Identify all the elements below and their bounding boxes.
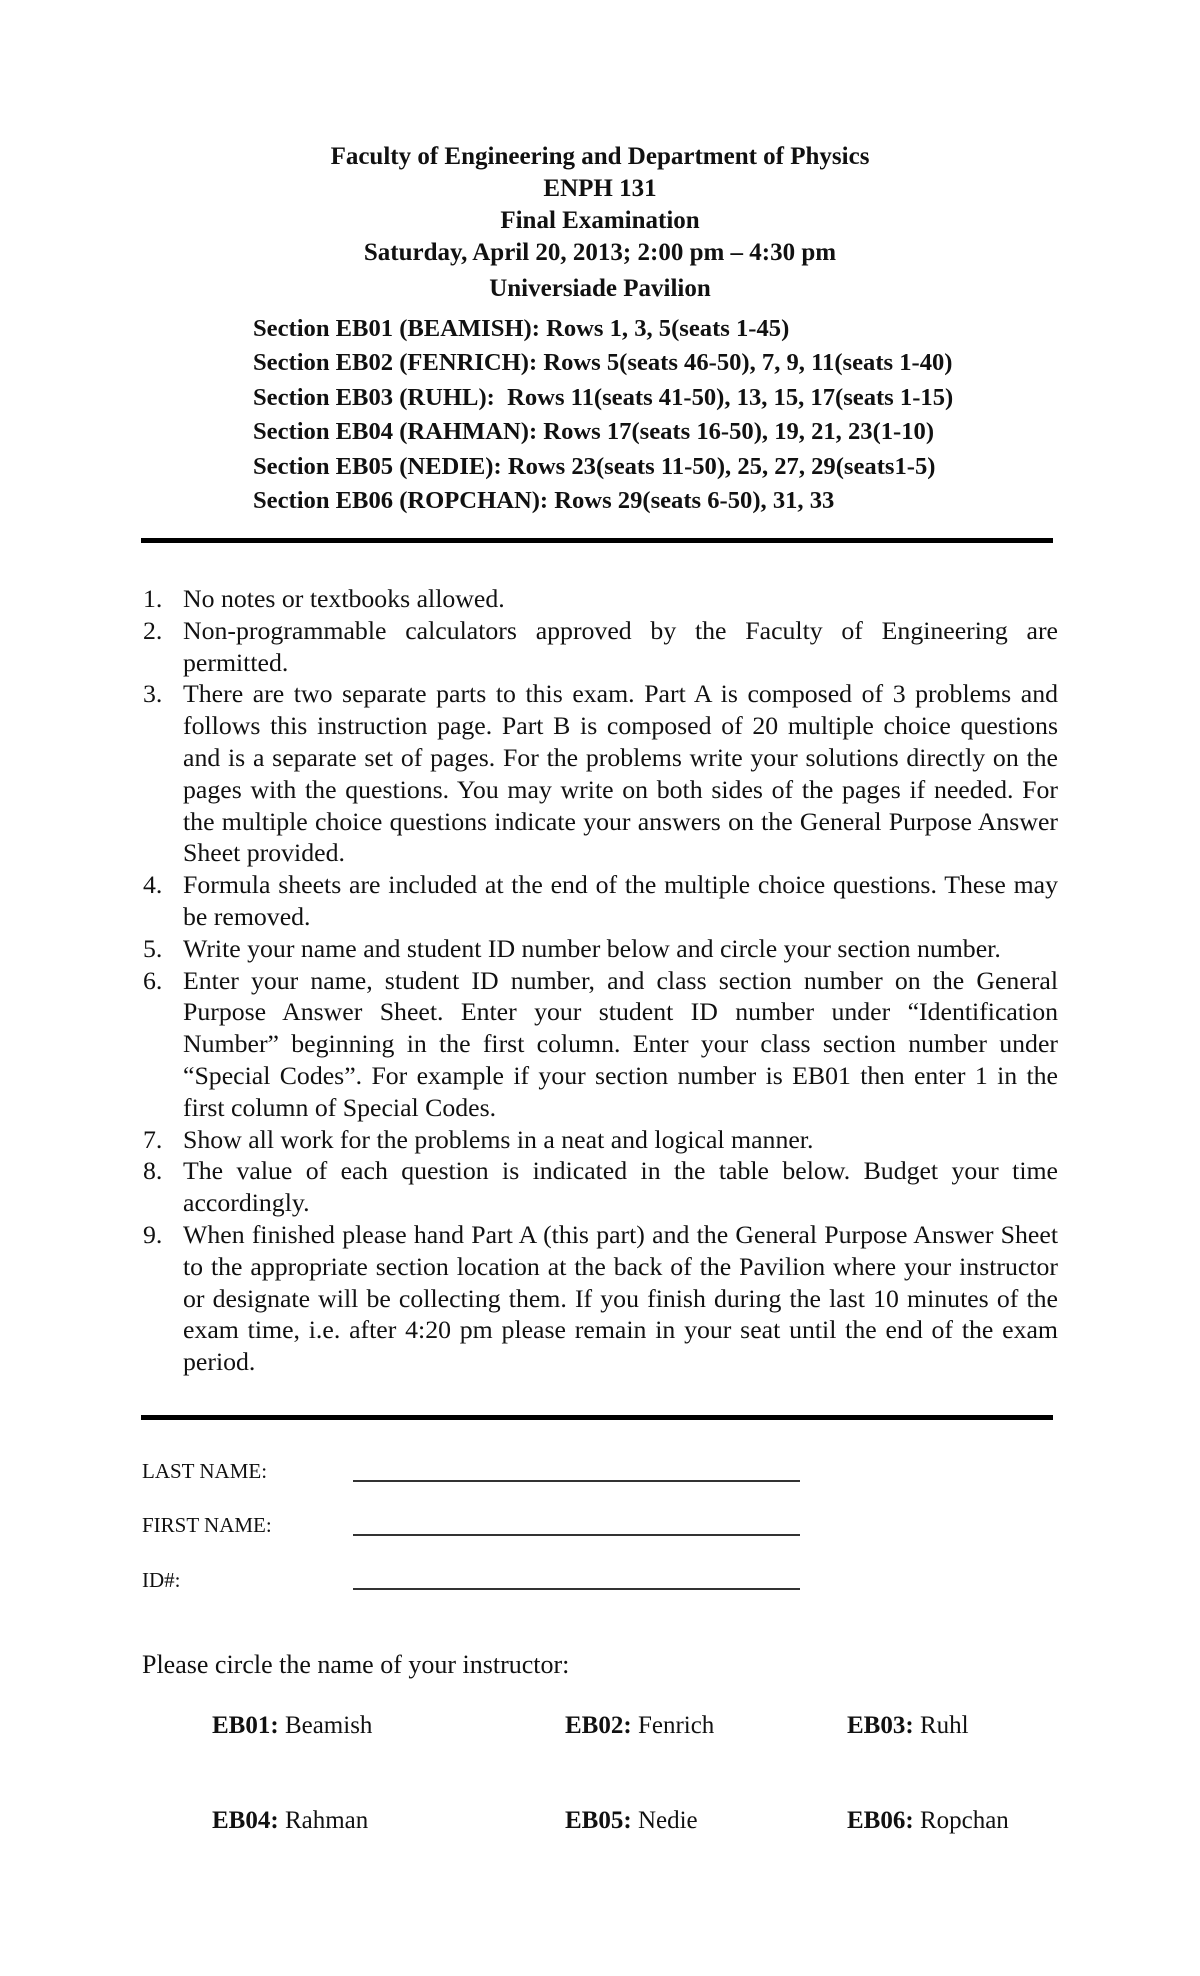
instruction-number: 4.: [143, 870, 163, 900]
instruction-number: 9.: [143, 1219, 163, 1249]
first-name-field[interactable]: [353, 1534, 800, 1536]
section-seating-list: [253, 312, 953, 518]
section-seating-eb05: Section EB05 (NEDIE): Rows 23(seats 11-50), 25, 27, 29(seats1-5): [253, 452, 936, 480]
instructor-name: Beamish: [284, 1712, 373, 1739]
instruction-text: Show all work for the problems in a neat and logical manner.: [183, 1124, 814, 1154]
instruction-text: Formula sheets are included at the end of the multiple choice questions. These may be removed.: [183, 870, 1058, 931]
instruction-number: 5.: [143, 933, 163, 963]
exam-header: [0, 141, 1200, 305]
course-code: ENPH 131: [543, 175, 657, 202]
instructor-name: Ruhl: [919, 1712, 969, 1739]
section-code: EB01:: [212, 1712, 279, 1739]
instructor-name: Fenrich: [637, 1712, 715, 1739]
instruction-number: 2.: [143, 615, 163, 645]
instruction-item: [141, 1155, 1058, 1219]
instructions-list: [141, 583, 1058, 1378]
instruction-item: [141, 583, 1058, 615]
instructor-option-eb04[interactable]: [212, 1806, 368, 1836]
exam-title: Final Examination: [500, 207, 700, 234]
instruction-text: Enter your name, student ID number, and class section number on the General Purpose Answer Sheet. Enter your student ID number under “Identification Number” beginning in the first column. Enter your class section number under “Special Codes”. For example if your section number is EB01 then enter 1 in the first column of Special Codes.: [183, 965, 1058, 1122]
instruction-text: Write your name and student ID number below and circle your section number.: [183, 933, 1001, 963]
section-code: EB06:: [847, 1807, 914, 1834]
section-seating-eb01: Section EB01 (BEAMISH): Rows 1, 3, 5(seats 1-45): [253, 315, 790, 342]
instruction-number: 7.: [143, 1124, 163, 1154]
instructor-name: Ropchan: [919, 1807, 1009, 1834]
last-name-label: LAST NAME:: [142, 1459, 268, 1483]
instruction-text: The value of each question is indicated in the table below. Budget your time accordingly.: [183, 1156, 1058, 1218]
instruction-number: 6.: [143, 965, 163, 995]
instruction-item: [141, 869, 1058, 933]
instructor-option-eb05[interactable]: [565, 1806, 698, 1836]
instruction-text: When finished please hand Part A (this part) and the General Purpose Answer Sheet to the appropriate section location at the back of the Pavilion where your instructor or designate will be collecting them. If you finish during the last 10 minutes of the exam time, i.e. after 4:20 pm please remain in your seat until the end of the exam period.: [183, 1219, 1058, 1377]
instruction-number: 1.: [143, 584, 163, 613]
id-label: ID#:: [142, 1568, 181, 1592]
section-code: EB05:: [565, 1807, 632, 1834]
section-code: EB03:: [847, 1712, 914, 1739]
first-name-label: FIRST NAME:: [142, 1513, 272, 1537]
instructor-option-eb02[interactable]: [565, 1711, 714, 1741]
section-seating-eb03: Section EB03 (RUHL): Rows 11(seats 41-50), 13, 15, 17(seats 1-15): [253, 383, 954, 411]
instructor-option-eb06[interactable]: [847, 1806, 1009, 1836]
instruction-number: 8.: [143, 1156, 163, 1186]
section-code: EB04:: [212, 1807, 279, 1834]
instruction-text: No notes or textbooks allowed.: [183, 584, 505, 613]
last-name-field[interactable]: [353, 1480, 800, 1482]
instruction-item: [141, 678, 1058, 869]
exam-venue: Universiade Pavilion: [489, 275, 711, 302]
section-code: EB02:: [565, 1712, 632, 1739]
section-seating-eb06: Section EB06 (ROPCHAN): Rows 29(seats 6-50), 31, 33: [253, 486, 835, 514]
instructor-name: Rahman: [284, 1807, 369, 1834]
top-divider: [141, 538, 1053, 543]
instruction-item: [141, 1219, 1058, 1378]
faculty-title: Faculty of Engineering and Department of Physics: [330, 143, 870, 170]
section-seating-eb04: Section EB04 (RAHMAN): Rows 17(seats 16-50), 19, 21, 23(1-10): [253, 418, 935, 446]
id-field[interactable]: [353, 1588, 800, 1590]
instruction-item: [141, 1124, 1058, 1156]
instruction-item: [141, 933, 1058, 965]
instructor-prompt: Please circle the name of your instructor:: [142, 1650, 570, 1679]
instruction-number: 3.: [143, 679, 163, 709]
bottom-divider: [141, 1415, 1053, 1420]
instruction-text: Non-programmable calculators approved by the Faculty of Engineering are permitted.: [183, 615, 1058, 677]
instructor-option-eb01[interactable]: [212, 1711, 372, 1741]
exam-datetime: Saturday, April 20, 2013; 2:00 pm – 4:30 pm: [363, 239, 837, 266]
section-seating-eb02: Section EB02 (FENRICH): Rows 5(seats 46-50), 7, 9, 11(seats 1-40): [253, 349, 953, 377]
instruction-item: [141, 615, 1058, 679]
instructor-name: Nedie: [637, 1807, 698, 1834]
instructor-option-eb03[interactable]: [847, 1711, 969, 1741]
instruction-text: There are two separate parts to this exam. Part A is composed of 3 problems and follows this instruction page. Part B is composed of 20 multiple choice questions and is a separate set of pages. For the problems write your solutions directly on the pages with the questions. You may write on both sides of the pages if needed. For the multiple choice questions indicate your answers on the General Purpose Answer Sheet provided.: [183, 679, 1058, 868]
instruction-item: [141, 965, 1058, 1124]
